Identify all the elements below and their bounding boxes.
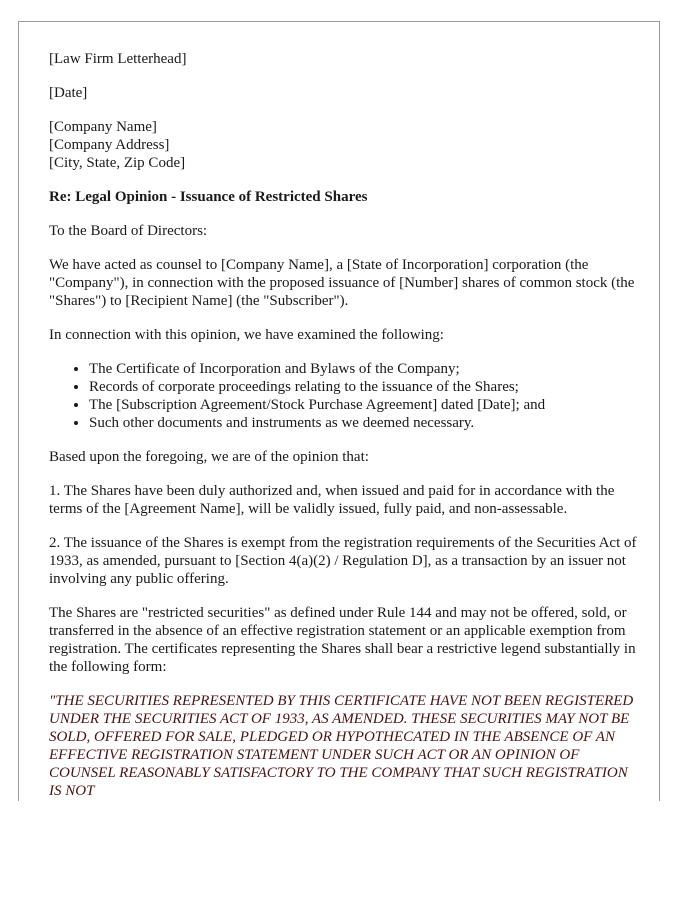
opinion-2: 2. The issuance of the Shares is exempt from the registration requirements of the Securities Act of 1933, as amended, pursuant to [Section 4(a)(2) / Regulation D], as a transaction by an issuer not involving any public offering. bbox=[49, 535, 637, 587]
city-state-zip-line: [City, State, Zip Code] bbox=[49, 155, 186, 171]
list-item: • The [Subscription Agreement/Stock Purchase Agreement] dated [Date]; and bbox=[89, 396, 641, 414]
company-address-line: [Company Address] bbox=[49, 137, 170, 153]
intro-paragraph: We have acted as counsel to [Company Name], a [State of Incorporation] corporation (the "Company"), in connection with the proposed issuance of [Number] shares of common stock (the "Shares") to [Recipient Name] (the "Subscriber"). bbox=[49, 257, 635, 309]
list-item: • Records of corporate proceedings relating to the issuance of the Shares; bbox=[89, 378, 641, 396]
letter-content bbox=[49, 50, 641, 801]
restrictive-legend: "THE SECURITIES REPRESENTED BY THIS CERTIFICATE HAVE NOT BEEN REGISTERED UNDER THE SECURITIES ACT OF 1933, AS AMENDED. THESE SECURITIES MAY NOT BE SOLD, OFFERED FOR SALE, PLEDGED OR HYPOTHECATED IN THE ABSENCE OF AN EFFECTIVE REGISTRATION STATEMENT UNDER SUCH ACT OR AN OPINION OF COUNSEL REASONABLY SATISFACTORY TO THE COMPANY THAT SUCH REGISTRATION IS NOT bbox=[49, 693, 634, 799]
restricted-securities-paragraph: The Shares are "restricted securities" as defined under Rule 144 and may not be offered, sold, or transferred in the absence of an effective registration statement or an applicable exemption from registration. The certificates representing the Shares shall bear a restrictive legend substantially in the following form: bbox=[49, 605, 636, 675]
opinion-1: 1. The Shares have been duly authorized and, when issued and paid for in accordance with the terms of the [Agreement Name], will be validly issued, fully paid, and non-assessable. bbox=[49, 483, 615, 517]
list-item: • Such other documents and instruments as we deemed necessary. bbox=[89, 414, 641, 432]
company-name-line: [Company Name] bbox=[49, 119, 157, 135]
letter-page bbox=[18, 21, 660, 801]
salutation: To the Board of Directors: bbox=[49, 223, 208, 239]
examined-documents-list bbox=[49, 360, 641, 432]
opinion-intro: Based upon the foregoing, we are of the opinion that: bbox=[49, 449, 369, 465]
subject-line: Re: Legal Opinion - Issuance of Restricted Shares bbox=[49, 189, 368, 205]
examined-intro: In connection with this opinion, we have examined the following: bbox=[49, 327, 444, 343]
recipient-address bbox=[49, 118, 641, 172]
list-item: • The Certificate of Incorporation and Bylaws of the Company; bbox=[89, 360, 641, 378]
letterhead: [Law Firm Letterhead] bbox=[49, 51, 187, 67]
letter-date: [Date] bbox=[49, 85, 88, 101]
